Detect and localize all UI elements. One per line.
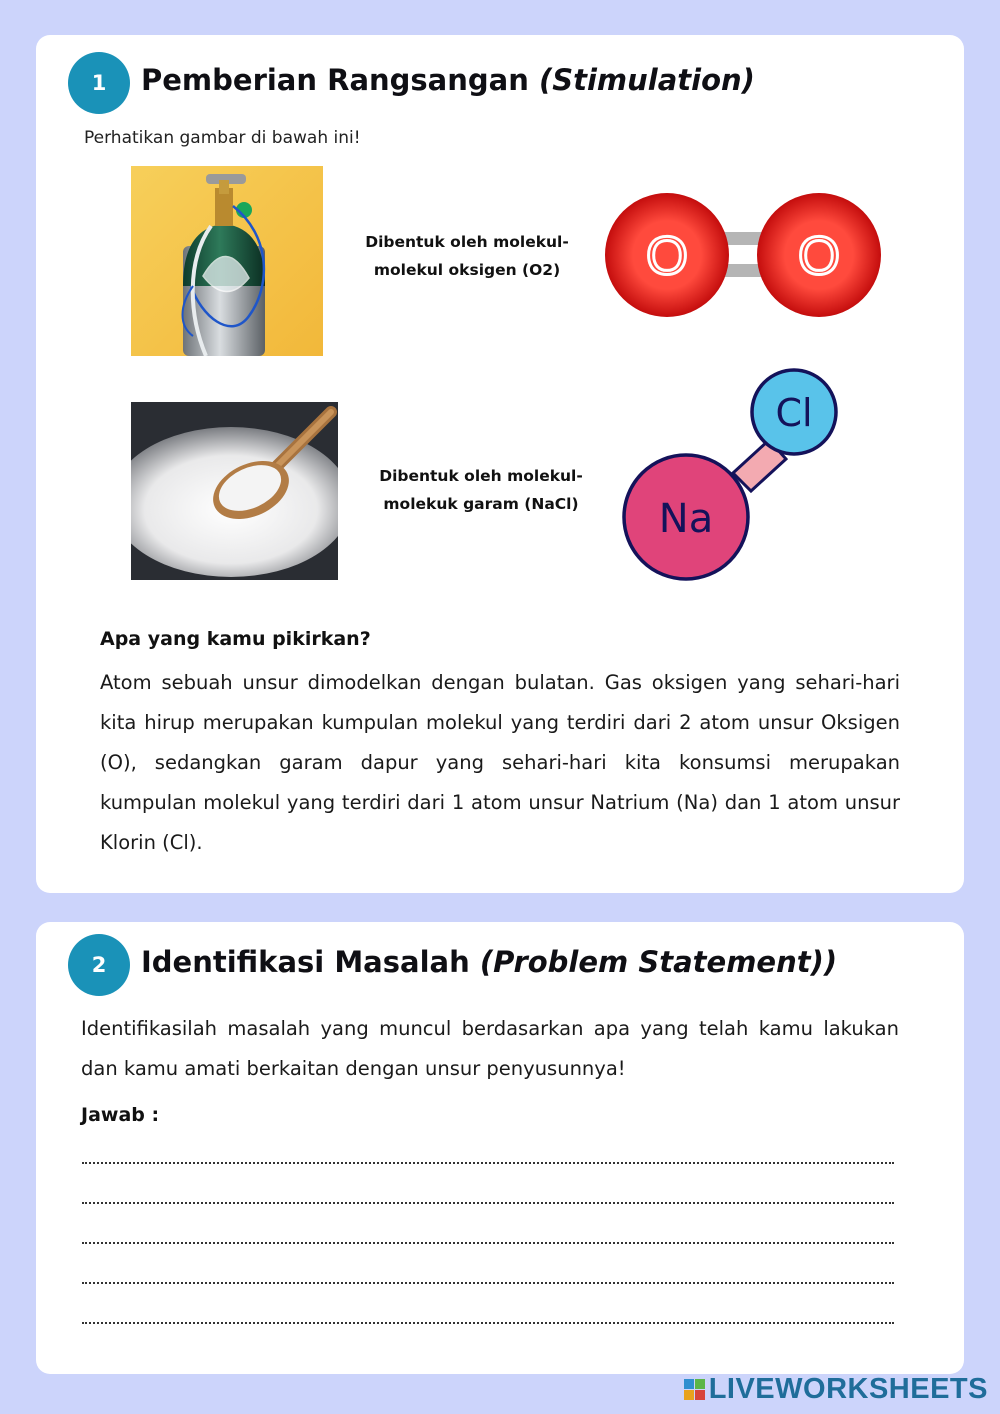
- answer-line-3[interactable]: [82, 1240, 894, 1244]
- stimulation-paragraph: Atom sebuah unsur dimodelkan dengan bulatan. Gas oksigen yang sehari-hari kita hirup merupakan kumpulan molekul yang terdiri dari 2 atom unsur Oksigen (O), sedangkan garam dapur yang sehari-hari kita konsumsi merupakan kumpulan molekul yang terdiri dari 1 atom unsur Natrium (Na) dan 1 atom unsur Klorin (Cl).: [100, 671, 900, 854]
- question-heading: Apa yang kamu pikirkan?: [100, 628, 371, 650]
- section-title-main: Identifikasi Masalah: [141, 945, 480, 979]
- instruction-text: Perhatikan gambar di bawah ini!: [84, 128, 361, 148]
- oxygen-tank-image: [131, 166, 323, 356]
- answer-line-2[interactable]: [82, 1200, 894, 1204]
- section-number-badge: 2: [68, 934, 130, 996]
- oxygen-atom-left-label: O: [645, 226, 689, 286]
- brand-name: LIVEWORKSHEETS: [708, 1373, 988, 1405]
- chlorine-atom-label: Cl: [775, 391, 813, 435]
- problem-instruction-paragraph: Identifikasilah masalah yang muncul berdasarkan apa yang telah kamu lakukan dan kamu amati berkaitan dengan unsur penyusunnya!: [81, 1017, 899, 1080]
- answer-line-5[interactable]: [82, 1320, 894, 1324]
- section-title-italic: (Problem Statement)): [479, 945, 838, 979]
- answer-line-4[interactable]: [82, 1280, 894, 1284]
- salt-caption: Dibentuk oleh molekul-molekuk garam (NaCl): [379, 467, 583, 513]
- answer-label: Jawab :: [81, 1104, 160, 1126]
- section-title: [141, 945, 837, 979]
- oxygen-molecule-model: [605, 190, 885, 320]
- sodium-atom-label: Na: [658, 496, 714, 542]
- section-title: [141, 63, 755, 97]
- oxygen-atom-right-label: O: [797, 226, 841, 286]
- salt-spoon-image: [131, 402, 338, 580]
- oxygen-caption: Dibentuk oleh molekul-molekul oksigen (O2): [365, 233, 569, 279]
- problem-statement-card: [36, 922, 964, 1374]
- answer-line-1[interactable]: [82, 1160, 894, 1164]
- liveworksheets-logo-icon: [684, 1379, 705, 1400]
- section-number-badge: 1: [68, 52, 130, 114]
- liveworksheets-brand[interactable]: [684, 1373, 988, 1406]
- nacl-molecule-model: [621, 367, 841, 582]
- section-title-main: Pemberian Rangsangan: [141, 63, 539, 97]
- stimulation-card: [36, 35, 964, 893]
- section-title-italic: (Stimulation): [538, 63, 755, 97]
